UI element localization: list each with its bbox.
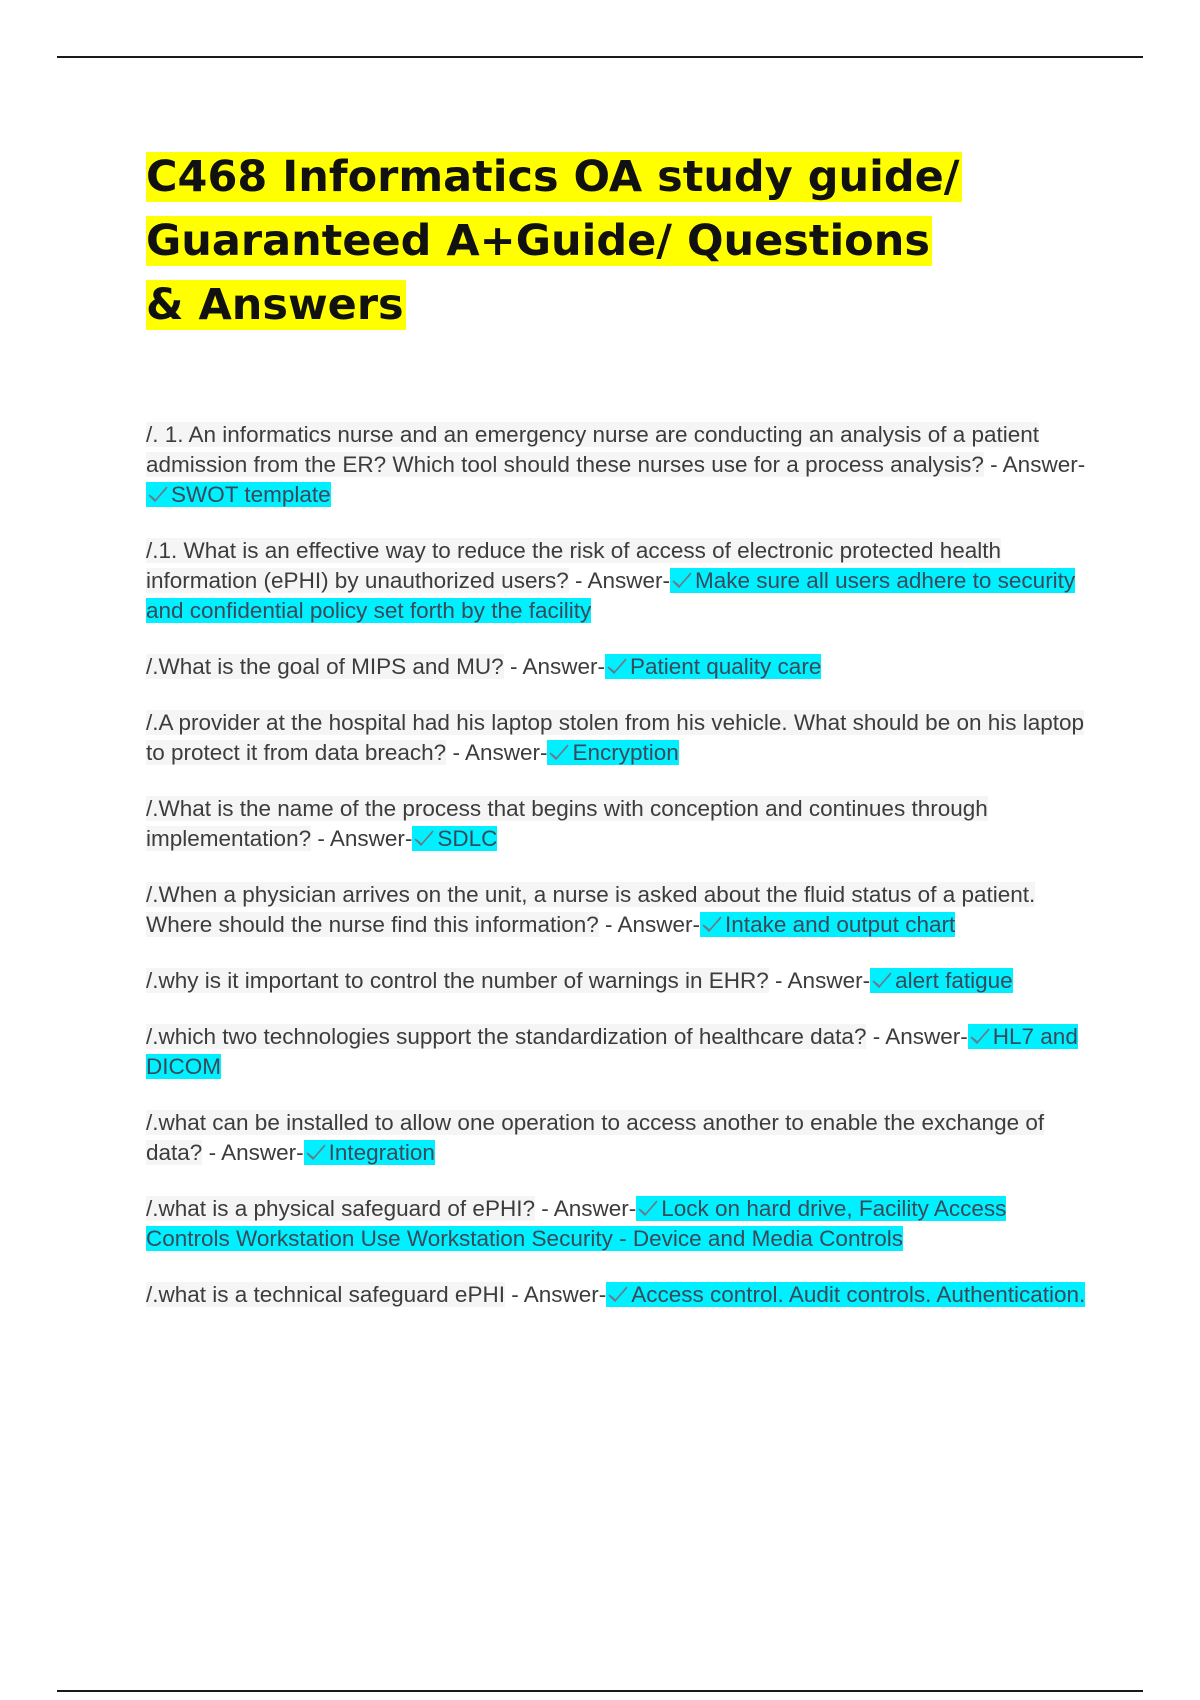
answer-highlight <box>146 482 331 507</box>
answer-highlight <box>304 1140 435 1165</box>
answer-prefix: - Answer- <box>775 968 871 993</box>
check-mark-icon <box>412 827 436 849</box>
answer-prefix: - Answer- <box>574 568 671 593</box>
qa-item <box>146 652 1096 682</box>
answer-prefix: - Answer- <box>872 1024 968 1049</box>
question-text: /.what is a physical safeguard of ePHI? <box>146 1196 535 1221</box>
check-mark-icon <box>670 569 694 591</box>
answer-highlight <box>547 740 678 765</box>
answer-highlight <box>605 654 821 679</box>
answer-text: SDLC <box>437 826 498 851</box>
qa-item <box>146 708 1096 768</box>
question-text: /.which two technologies support the standardization of healthcare data? <box>146 1024 867 1049</box>
top-divider <box>57 56 1143 58</box>
answer-prefix: - Answer- <box>317 826 413 851</box>
answer-prefix: - Answer- <box>452 740 548 765</box>
answer-text: Encryption <box>572 740 679 765</box>
answer-prefix: - Answer- <box>990 452 1086 477</box>
check-mark-icon <box>547 741 571 763</box>
qa-list <box>146 420 1096 1336</box>
question-text: /.1. What is an effective way to reduce the risk of access of electronic protected health information (ePHI) by unauthorized users? <box>146 538 1002 593</box>
answer-prefix: - Answer- <box>541 1196 637 1221</box>
answer-highlight <box>700 912 955 937</box>
answer-highlight <box>606 1282 1085 1307</box>
qa-item <box>146 1108 1096 1168</box>
question-text: /.what can be installed to allow one operation to access another to enable the exchange of data? <box>146 1110 1045 1165</box>
check-mark-icon <box>606 1283 630 1305</box>
qa-item <box>146 1022 1096 1082</box>
qa-item <box>146 536 1096 626</box>
document-title <box>146 145 966 337</box>
qa-item <box>146 420 1096 510</box>
answer-text: Make sure all users adhere to security and confidential policy set forth by the facility <box>146 568 1076 623</box>
answer-text: Integration <box>328 1140 435 1165</box>
title-highlight: C468 Informatics OA study guide/ Guaranteed A+Guide/ Questions & Answers <box>146 152 960 330</box>
check-mark-icon <box>968 1025 992 1047</box>
answer-text: Access control. Audit controls. Authentication. <box>631 1282 1086 1307</box>
qa-item <box>146 966 1096 996</box>
answer-prefix: - Answer- <box>208 1140 304 1165</box>
question-text: /.what is a technical safeguard ePHI <box>146 1282 505 1307</box>
check-mark-icon <box>146 483 170 505</box>
answer-prefix: - Answer- <box>511 1282 607 1307</box>
question-text: /. 1. An informatics nurse and an emergency nurse are conducting an analysis of a patient admission from the ER? Which tool should these nurses use for a process analysis? <box>146 422 1040 477</box>
answer-prefix: - Answer- <box>509 654 605 679</box>
answer-text: alert fatigue <box>895 968 1013 993</box>
answer-highlight <box>412 826 497 851</box>
answer-text: SWOT template <box>171 482 331 507</box>
qa-item <box>146 794 1096 854</box>
answer-text: Patient quality care <box>629 654 822 679</box>
check-mark-icon <box>605 655 629 677</box>
answer-highlight <box>870 968 1013 993</box>
check-mark-icon <box>304 1141 328 1163</box>
question-text: /.A provider at the hospital had his laptop stolen from his vehicle. What should be on his laptop to protect it from data breach? <box>146 710 1085 765</box>
question-text: /.When a physician arrives on the unit, a nurse is asked about the fluid status of a patient. Where should the nurse find this information? <box>146 882 1036 937</box>
answer-prefix: - Answer- <box>605 912 701 937</box>
answer-text: Lock on hard drive, Facility Access Controls Workstation Use Workstation Security - Device and Media Controls <box>146 1196 1007 1251</box>
check-mark-icon <box>870 969 894 991</box>
answer-text: Intake and output chart <box>725 912 956 937</box>
check-mark-icon <box>700 913 724 935</box>
answer-text: HL7 and DICOM <box>146 1024 1078 1079</box>
question-text: /.why is it important to control the number of warnings in EHR? <box>146 968 769 993</box>
qa-item <box>146 1280 1096 1310</box>
question-text: /.What is the goal of MIPS and MU? <box>146 654 504 679</box>
qa-item <box>146 1194 1096 1254</box>
check-mark-icon <box>636 1197 660 1219</box>
qa-item <box>146 880 1096 940</box>
question-text: /.What is the name of the process that begins with conception and continues through implementation? <box>146 796 988 851</box>
bottom-divider <box>57 1690 1143 1692</box>
